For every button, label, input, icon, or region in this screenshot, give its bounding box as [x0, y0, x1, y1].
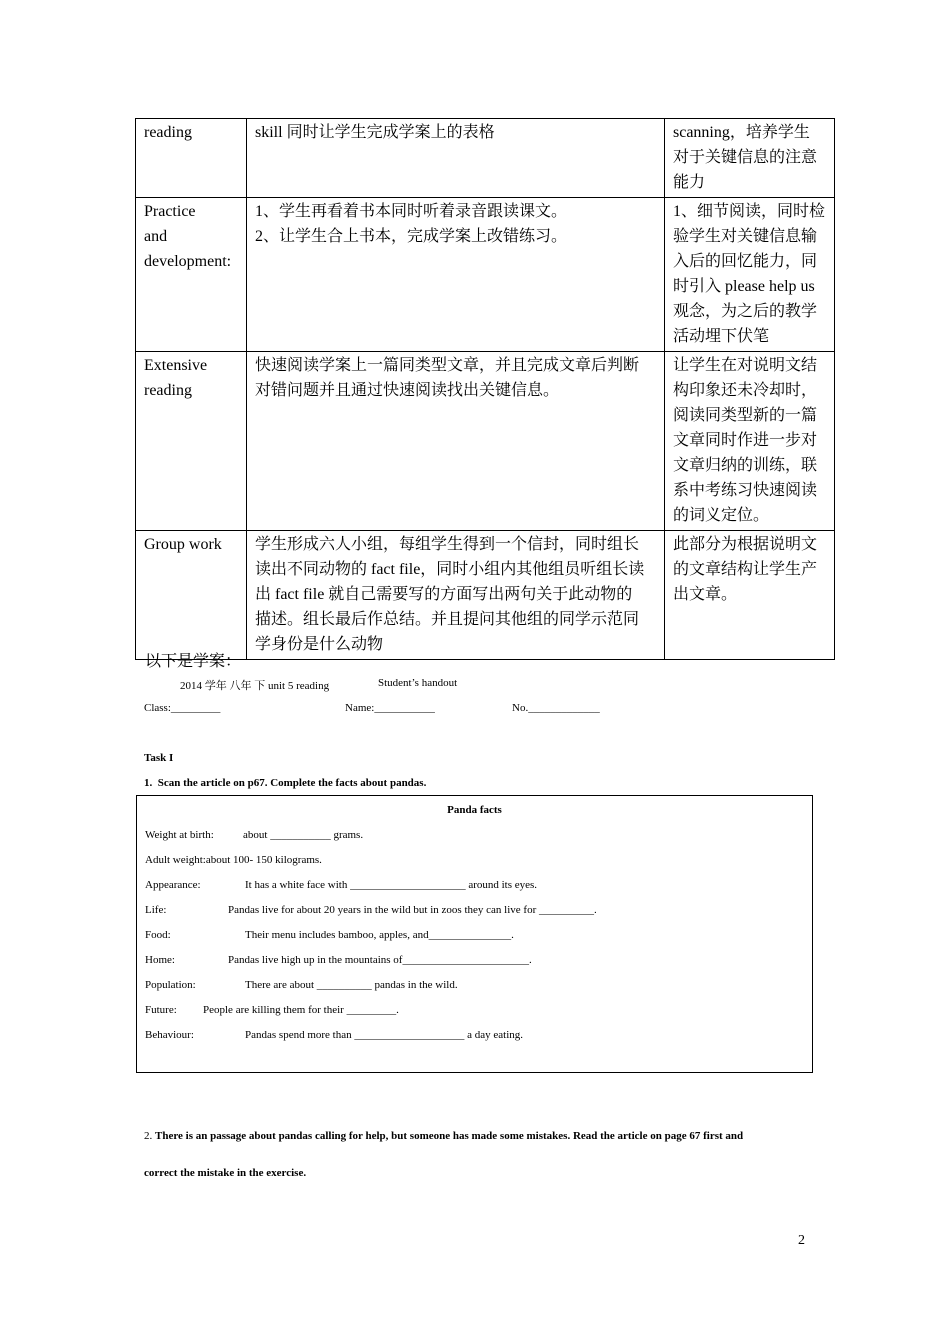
- fact-row: Adult weight:about 100- 150 kilograms.: [145, 854, 322, 866]
- activity-cell: 快速阅读学案上一篇同类型文章，并且完成文章后判断 对错问题并且通过快速阅读找出关键信息。: [247, 352, 665, 531]
- purpose-cell: scanning，培养学生 对于关键信息的注意 能力: [665, 119, 835, 198]
- fact-row: Appearance: It has a white face with _____________________ around its eyes.: [145, 879, 538, 891]
- panda-facts-box: [136, 795, 813, 1073]
- lesson-plan-table: [135, 118, 835, 660]
- fact-row: Home: Pandas live high up in the mountains of_______________________.: [145, 954, 532, 966]
- purpose-cell: 让学生在对说明文结 构印象还未冷却时， 阅读同类型新的一篇 文章同时作进一步对 文章归纳的训练，联 系中考练习快速阅读 的词义定位。: [665, 352, 835, 531]
- fact-row: Food: Their menu includes bamboo, apples, and_______________.: [145, 929, 514, 941]
- table-row: [136, 198, 835, 352]
- stage-cell: Group work: [136, 531, 247, 660]
- activity-cell: 学生形成六人小组，每组学生得到一个信封，同时组长 读出不同动物的 fact file，同时小组内其他组员听组长读 出 fact file 就自己需要写的方面写出两句关于此动物的 描述。组长最后作总结。并且提问其他组的同学示范同 学身份是什么动物: [247, 531, 665, 660]
- fact-row: Weight at birth: about ___________ grams.: [145, 829, 364, 841]
- fact-row: Behaviour: Pandas spend more than ____________________ a day eating.: [145, 1029, 524, 1041]
- page-number: 2: [798, 1233, 805, 1248]
- fact-row: Future: People are killing them for their _________.: [145, 1004, 399, 1016]
- stage-cell: Practice and development:: [136, 198, 247, 352]
- name-field: Name:___________: [345, 702, 435, 714]
- purpose-cell: 1、细节阅读，同时检 验学生对关键信息输 入后的回忆能力，同 时引入 please help us 观念，为之后的教学 活动埋下伏笔: [665, 198, 835, 352]
- stage-cell: reading: [136, 119, 247, 198]
- table-row: [136, 531, 835, 660]
- purpose-cell: 此部分为根据说明文 的文章结构让学生产 出文章。: [665, 531, 835, 660]
- class-field: Class:_________: [144, 702, 221, 714]
- table-row: [136, 352, 835, 531]
- activity-cell: skill 同时让学生完成学案上的表格: [247, 119, 665, 198]
- question-1: 1. Scan the article on p67. Complete the facts about pandas.: [144, 777, 427, 789]
- activity-cell: 1、学生再看着书本同时听着录音跟读课文。 2、让学生合上书本，完成学案上改错练习。: [247, 198, 665, 352]
- task-title: Task I: [144, 752, 174, 764]
- handout-intro: 以下是学案：: [145, 653, 242, 670]
- stage-cell: Extensive reading: [136, 352, 247, 531]
- fact-row: Life: Pandas live for about 20 years in the wild but in zoos they can live for __________.: [145, 904, 597, 916]
- handout-header-left: 2014 学年 八年 下 unit 5 reading: [180, 680, 330, 692]
- table-row: [136, 119, 835, 198]
- facts-title: Panda facts: [447, 804, 502, 816]
- question-2-continued: correct the mistake in the exercise.: [144, 1167, 307, 1179]
- fact-row: Population: There are about __________ pandas in the wild.: [145, 979, 458, 991]
- question-2: 2. There is an passage about pandas calling for help, but someone has made some mistakes. Read the article on page 67 first and: [144, 1130, 744, 1142]
- number-field: No._____________: [512, 702, 600, 714]
- handout-header-right: Student’s handout: [378, 677, 458, 689]
